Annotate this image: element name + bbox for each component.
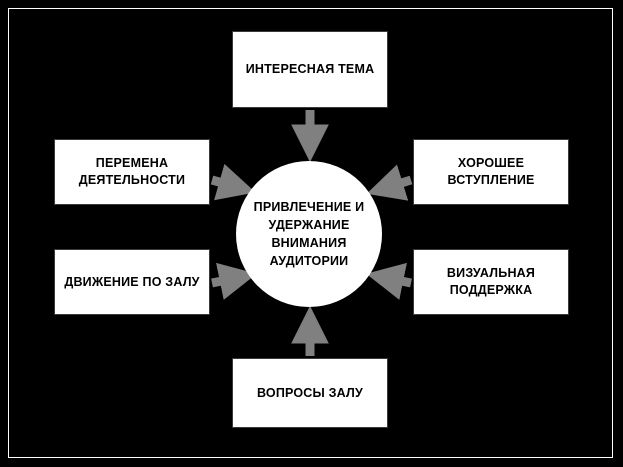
node-label: ДВИЖЕНИЕ ПО ЗАЛУ bbox=[64, 274, 200, 289]
node-questions-to-audience[interactable] bbox=[232, 358, 388, 428]
node-movement-around-hall[interactable] bbox=[54, 249, 210, 315]
node-label: ВИЗУАЛЬНАЯ ПОДДЕРЖКА bbox=[446, 266, 536, 297]
center-node-label: ПРИВЛЕЧЕНИЕ И УДЕРЖАНИЕ ВНИМАНИЯ АУДИТОРИИ bbox=[253, 199, 365, 269]
center-node-audience-attention[interactable] bbox=[236, 161, 382, 307]
node-label: ПЕРЕМЕНА ДЕЯТЕЛЬНОСТИ bbox=[78, 156, 186, 187]
node-label: ИНТЕРЕСНАЯ ТЕМА bbox=[245, 62, 375, 77]
node-good-introduction[interactable] bbox=[413, 139, 569, 205]
node-label: ВОПРОСЫ ЗАЛУ bbox=[256, 385, 363, 400]
node-visual-support[interactable] bbox=[413, 249, 569, 315]
node-label: ХОРОШЕЕ ВСТУПЛЕНИЕ bbox=[447, 156, 535, 187]
node-interesting-topic[interactable] bbox=[232, 31, 388, 108]
node-change-of-activity[interactable] bbox=[54, 139, 210, 205]
